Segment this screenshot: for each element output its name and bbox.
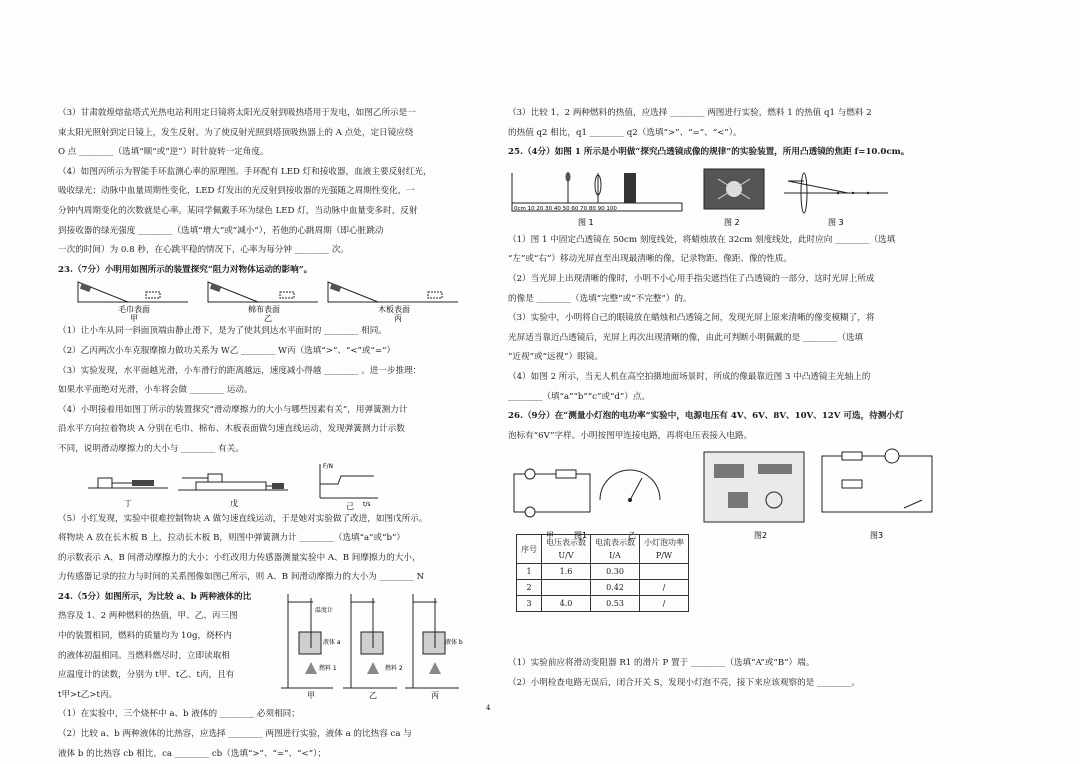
question-26-title: 26.（9分）在“测量小灯泡的电功率”实验中，电源电压有 4V、6V、8V、10V、12V 可选，待测小灯 [508,411,904,422]
text-line: （1）让小车从同一斜面顶端由静止滑下，是为了使其到达水平面时的 ________ 相同。 [58,326,387,337]
left-column [58,104,478,764]
text-line: （1）图 1 中固定凸透镜在 50cm 刻度线处，将蜡烛放在 32cm 刻度线处，此时应向 ________（选填 [508,234,896,245]
label-ji: 己 [346,501,354,510]
label-ding: 丁 [124,498,132,508]
text-line: 液体 b 的比热容 cb 相比，ca ________ cb（选填“>”、“=”、“<”）； [58,748,326,759]
q23-incline-figure [58,280,478,322]
table-cell: / [640,596,689,612]
th-power: 小灯泡功率 P/W [640,535,689,564]
lens-diagram [508,163,948,231]
text-line: 一次的时间）为 0.8 秒，在心跳平稳的情况下，心率为每分钟 ________ 次。 [58,245,350,256]
label-fig3: 图3 [870,531,884,541]
label-liquid-b: 液体 b [445,638,463,646]
apparatus-photo [704,452,804,522]
label-bing: 丙 [431,690,439,700]
table-cell: 3 [517,596,542,612]
ruler-scale: 0cm 10 20 30 40 50 60 70 80 90 100 [514,205,617,212]
text-line: 应温度计的读数，分别为 t甲、t乙、t丙，且有 [58,670,235,681]
text-line: 不同，说明滑动摩擦力的大小与 ________ 有关。 [58,443,244,454]
text-line: （4）小明接着用如图丁所示的装置探究“滑动摩擦力的大小与哪些因素有关”，用弹簧测力计 [58,404,408,415]
label-jia: 甲 [130,314,138,323]
text-line: 如果水平面绝对光滑，小车将会做 ________ 运动。 [58,385,253,396]
label-fig2: 图2 [754,531,768,541]
text-line: （2）比较 a、b 两种液体的比热容，应选择 ________ 两图进行实验，液体 a 的比热容 ca 与 [58,729,412,740]
text-line: （5）小红发现，实验中很难控制物块 A 做匀速直线运动，于是她对实验做了改进，如图戊所示。 [58,513,428,524]
label-yi: 乙 [628,531,636,541]
text-line: 束太阳光照射到定日镜上，发生反射。为了使反射光照到塔顶吸热器上的 A 点处，定日镜应绕 [58,127,414,138]
incline-jia [78,282,188,302]
table-header-row [517,535,689,564]
apparatus-wu [178,474,288,490]
text-line: 沿水平方向拉着物块 A 分别在毛巾、棉布、木板表面做匀速直线运动，发现弹簧测力计示数 [58,424,405,435]
label-fig1: 图1 [574,531,588,541]
incline-bing [328,282,458,302]
text-line: （3）实验发现，水平面越光滑，小车滑行的距离越远，速度减小得越 ________ 。进一步推理： [58,365,422,376]
table-row [517,564,689,580]
label-cotton: 棉布表面 [248,305,280,315]
text-line: 泡标有“6V”字样。小明按图甲连接电路，再将电压表接入电路。 [508,430,753,441]
table-cell [542,580,591,596]
setup-yi [343,594,397,688]
q26-subquestions [508,654,948,693]
circuit-jia [514,469,590,517]
text-line: “左”或“右”）移动光屏直至出现最清晰的像，记录物距、像距、像的性质。 [508,254,792,265]
q23-friction-figure [58,460,478,510]
text-line: （1）实验前应将滑动变阻器 R1 的滑片 P 置于 ________（选填“A”或“B”）端。 [508,658,815,668]
label-fig3: 图 3 [828,217,844,227]
incline-yi [208,282,318,302]
text-line: 力传感器记录的拉力与时间的关系图像如图己所示，则 A、B 间滑动摩擦力的大小为 ________ N [58,572,425,583]
circuit-3 [822,449,932,512]
text-line: 吸收绿光；动脉中血量周期性变化，LED 灯发出的光反射到接收器的光强随之周期性变化，一 [58,186,415,197]
text-line: 光屏适当靠近凸透镜后，光屏上再次出现清晰的像，由此可判断小明佩戴的是 ________（选填 [508,332,864,343]
th-index: 序号 [517,535,542,564]
text-line: t甲>t乙>t丙。 [58,689,118,700]
meter-yi [600,470,660,502]
table-cell: 0.53 [591,596,640,612]
q25-lens-figure [508,163,948,231]
question-24-title: 24.（5分）如图所示，为比较 a、b 两种液体的比 [58,591,252,602]
optical-bench [512,172,682,212]
circuit-diagram [508,446,948,542]
right-column [508,104,948,542]
question-25-title: 25.（4分）如图 1 所示是小明做“探究凸透镜成像的规律”的实验装置，所用凸透镜的焦距 f=10.0cm。 [508,147,910,158]
q24-block [58,588,478,706]
apparatus-ding [88,478,168,488]
label-thermometer: 温度计 [315,606,334,614]
beaker-diagram [273,588,473,700]
label-fig2: 图 2 [724,217,740,227]
label-wood: 木板表面 [378,305,410,315]
question-23-title: 23.（7分）小明用如图所示的装置探究“阻力对物体运动的影响”。 [58,264,313,275]
text-line: 热容及 1、2 两种燃料的热值，甲、乙、丙三图 [58,611,238,622]
incline-diagram [58,280,478,322]
table-cell: 0.42 [591,580,640,596]
text-line: “近视”或“远视”）眼镜。 [508,352,603,363]
text-line: 的示数表示 A、B 间滑动摩擦力的大小；小红改用力传感器测量实验中 A、B 间摩擦力的大小， [58,552,421,563]
text-line: 的液体初温相同。当燃料燃尽时，立即读取相 [58,650,230,661]
label-bing: 丙 [394,314,402,323]
th-current: 电流表示数 I/A [591,535,640,564]
q26-circuit-figure [508,446,948,542]
friction-diagram [58,460,478,510]
text-line: 的热值 q2 相比，q1 ________ q2（选填“>”、“=”、“<”）。 [508,127,742,138]
text-line: （1）在实验中，三个烧杯中 a、b 液体的 ________ 必须相同； [58,709,300,720]
table-cell: / [640,580,689,596]
table-cell [640,564,689,580]
label-liquid-a: 液体 a [323,638,341,646]
table-cell: 1 [517,564,542,580]
text-line: （3）实验中，小明将自己的眼镜放在蜡烛和凸透镜之间，发现光屏上原来清晰的像变模糊了，将 [508,313,875,324]
text-line: （3）甘肃敦煌熔盐塔式光热电站利用定日镜将太阳光反射到吸热塔用于发电，如图乙所示是一 [58,108,416,118]
text-line: 分钟内周期变化的次数就是心率。某同学佩戴手环为绿色 LED 灯，当动脉中血量变多时，反射 [58,205,418,216]
graph-x-label: t/s [363,500,371,508]
text-line: 将物块 A 放在长木板 B 上，拉动长木板 B，则图中弹簧测力计 ________（选填“a”或“b”） [58,533,406,544]
graph-y-label: F/N [323,462,333,470]
ray-diagram [784,173,888,213]
label-yi: 乙 [264,314,272,323]
text-line: 的像是 ________（选填“完整”或“不完整”）的。 [508,293,692,304]
table-cell: 1.6 [542,564,591,580]
text-line: （2）乙丙两次小车克服摩擦力做功关系为 W乙 ________ W丙（选填“>”、“<”或“=”） [58,345,396,356]
drone-photo [704,169,764,209]
label-jia: 甲 [307,690,315,700]
label-fuel-2: 燃料 2 [385,664,403,672]
table-cell: 4.0 [542,596,591,612]
measurement-table [516,534,689,612]
label-fuel-1: 燃料 1 [319,664,337,672]
th-voltage: 电压表示数 U/V [542,535,591,564]
text-line: （4）如图 2 所示，当无人机在高空拍摄地面场景时，所成的像最靠近图 3 中凸透镜主光轴上的 [508,371,871,382]
label-wu: 戊 [230,498,238,508]
table-cell: 2 [517,580,542,596]
text-line: （2）小明检查电路无误后，闭合开关 S，发现小灯泡不亮，接下来应该观察的是 ________。 [508,677,860,688]
page-number: 4 [486,704,491,712]
text-line: ________（填“a”“b”“c”或“d”）点。 [508,391,651,402]
text-line: （2）当光屏上出现清晰的像时，小明不小心用手指尖遮挡住了凸透镜的一部分，这时光屏上所成 [508,273,875,284]
label-fig1: 图 1 [578,217,594,227]
text-line: 中的装置相同，燃料的质量均为 10g，烧杯内 [58,631,232,642]
table-row [517,580,689,596]
text-line: 到接收器的绿光强度 ________（选填“增大”或“减小”），若他的心跳周期（即心脏跳动 [58,225,384,236]
text-line: （3）比较 1、2 两种燃料的热值，应选择 ________ 两图进行实验，燃料 1 的热值 q1 与燃料 2 [508,108,872,118]
label-jia: 甲 [546,531,554,541]
table-row [517,596,689,612]
text-line: O 点 ________（选填“顺”或“逆”）时针旋转一定角度。 [58,147,269,158]
label-yi: 乙 [369,690,377,700]
label-towel: 毛巾表面 [118,305,150,315]
text-line: （4）如图丙所示为智能手环监测心率的原理图。手环配有 LED 灯和接收器，血液主要反射红光， [58,166,432,177]
table-cell: 0.30 [591,564,640,580]
